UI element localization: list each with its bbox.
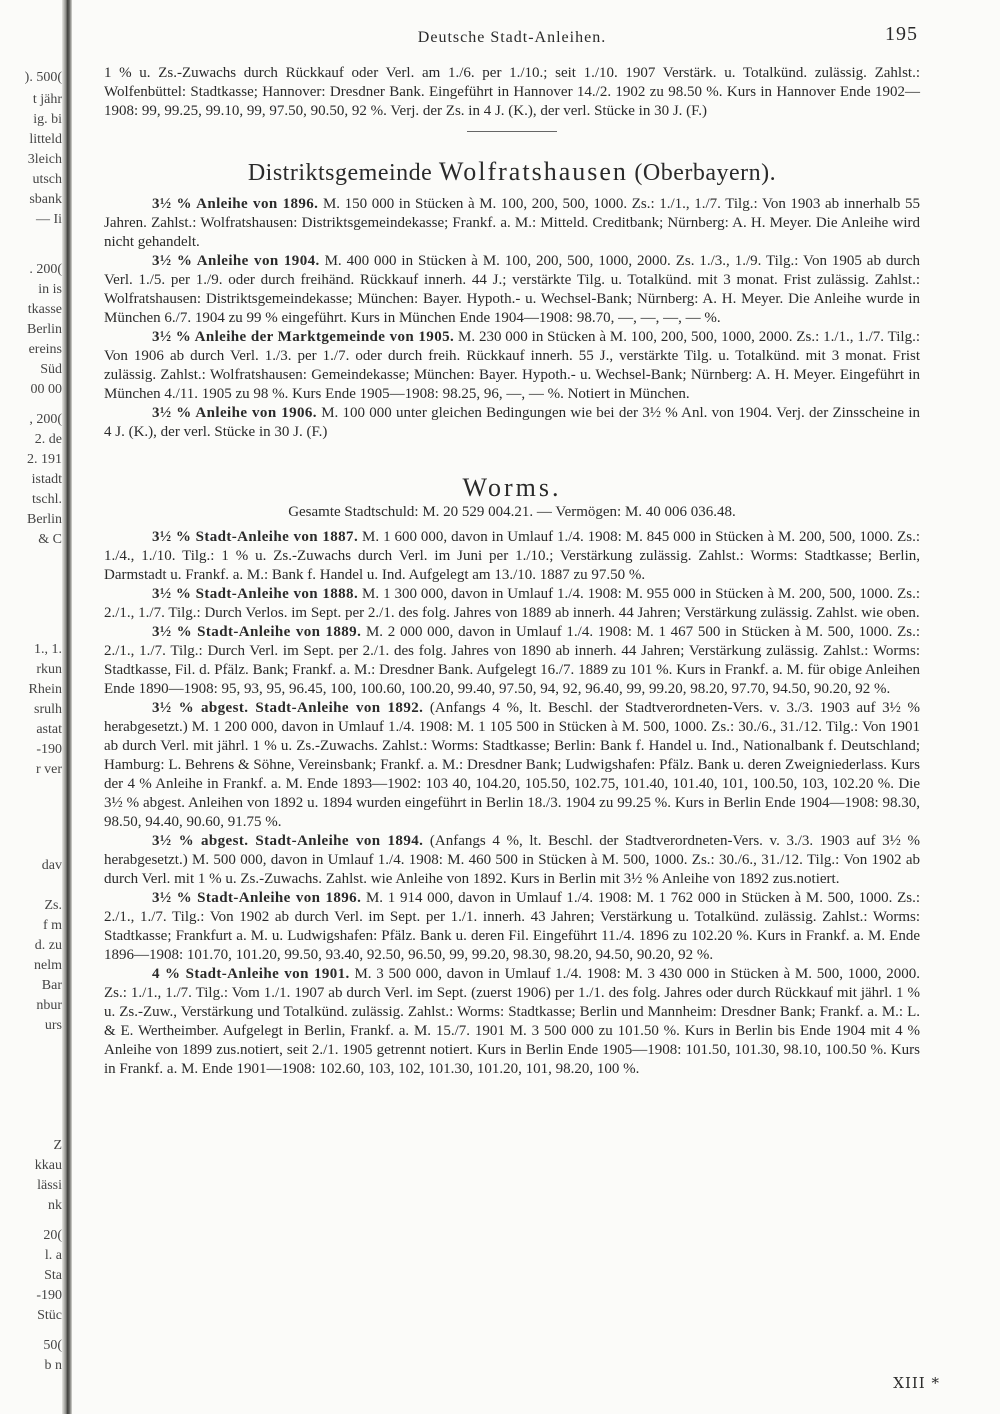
gutter-text-fragment: istadt (31, 472, 62, 487)
gutter-text-fragment: sbank (29, 192, 62, 207)
page-number: 195 (885, 23, 918, 45)
gutter-text-fragment: Sta (44, 1268, 62, 1283)
bond-text: M. 1 300 000, davon in Umlauf 1./4. 1908: M. 955 000 in Stücken à M. 200, 500, 1000. Zs.: 2./1., 1./7. Tilg.: Durch Verlos. im Sept. per 2./1. des folg. Jahres von 1889 ab innerh. 44 Jahren; Verstärkung zulässig. Zahlst. wie oben. (104, 586, 921, 621)
section-divider (467, 131, 557, 132)
bond-text: (Anfangs 4 %, lt. Beschl. der Stadtverordneten-Vers. v. 3./3. 1903 auf 3½ % herabgesetzt.) M. 1 200 000, davon in Umlauf 1./4. 1908: M. 1 105 500 in Stücken à M. 500, 1000. Zs.: 30./6., 31./12. Tilg.: Von 1901 ab durch Verl. mit jährl. 1 % u. Zs.-Zuwachs. Zahlst.: Worms: Stadtkasse; Berlin: Bank f. Handel u. Ind., Nationalbank f. Deutschland; Hamburg: L. Behrens & Söhne, Vereinsbank; Frankf. a. M.: Dresdner Bank; Ludwigshafen: Pfälz. Bank u. deren Zweigniederlass. Kurs der 4 % Anleihe in Frankf. a. M. Ende 1893—1902: 103 40, 104.20, 105.50, 102.75, 101.40, 101.40, 101, 100.50, 103, 102.20 %. Die 3½ % abgest. Anleihen von 1892 u. 1894 wurden eingeführt in Berlin 18./3. 1904 zu 99.25 %. Kurs in Berlin Ende 1904—1908: 98.30, 98.50, 94.40, 90.60, 91.75 %. (104, 700, 920, 830)
gutter-text-fragment: Zs. (44, 898, 62, 913)
running-head: Deutsche Stadt-Anleihen. (417, 29, 607, 46)
gutter-text-fragment: kkau (34, 1158, 62, 1173)
bond-entry (104, 404, 920, 442)
adjacent-page-fragment (0, 0, 70, 1414)
bond-entry (104, 889, 920, 965)
gutter-text-fragment: rkun (36, 662, 62, 677)
gutter-text-fragment: urs (44, 1018, 62, 1033)
gutter-text-fragment: utsch (32, 172, 62, 187)
bond-title: 4 % Stadt-Anleihe von 1901. (152, 966, 350, 982)
bond-entry (104, 328, 920, 404)
gutter-text-fragment: Berlin (27, 322, 62, 337)
gutter-text-fragment: Rhein (28, 682, 62, 697)
bond-title: 3½ % Stadt-Anleihe von 1896. (152, 890, 362, 906)
bond-title: 3½ % abgest. Stadt-Anleihe von 1892. (152, 700, 424, 716)
gutter-text-fragment: l. a (44, 1248, 62, 1263)
bond-text: M. 3 500 000, davon in Umlauf 1./4. 1908: M. 3 430 000 in Stücken à M. 500, 1000, 2000. Zs.: 1./1., 1./7. Tilg.: Vom 1./1. 1907 ab durch Verl. im Sept. (zuerst 1906) per 1./1. des folg. Jahres oder durch Rückkauf mit jährl. 1 % u. Zs.-Zuw., Verstärkung und Totalkünd. zulässig. Zahlst.: Worms: Stadtkasse; Berlin und Mannheim: Dresdner Bank; Frankf. a. M.: L. & E. Wertheimber. Aufgelegt in Berlin, Frankf. a. M. 15./7. 1901 M. 3 500 000 zu 101.50 %. Kurs in Berlin bis Ende 1904 mit 4 % Anleihe von 1899 zus.notiert, seit 2./1. 1905 getrennt notiert. Kurs in Berlin Ende 1905—1908: 101.50, 101.30, 98.10, 100.50 %. Kurs in Frankf. a. M. Ende 1901—1908: 102.60, 103, 102, 101.30, 101.20, 101, 98.20, 100 %. (104, 966, 921, 1077)
bond-text: M. 400 000 in Stücken à M. 100, 200, 500, 1000, 2000. Zs. 1./3., 1./9. Tilg.: Von 1905 ab durch Verl. 1./5. per 1./9. oder durch freihänd. Rückkauf innerh. 44 J.; verstärkte Tilg. u. Totalkünd. mit 3 monat. Frist zulässig. Zahlst.: Wolfratshausen: Distriktsgemeindekasse; München: Bayer. Hypoth.- u. Wechsel-Bank; Nürnberg: A. H. Meyer. Die Anleihe wurde in München 6./7. 1904 zu 99 % eingeführt. Kurs in München Ende 1904—1908: 98.70, —, —, —, — %. (104, 253, 921, 326)
bond-entry (104, 195, 920, 252)
bond-text: M. 1 914 000, davon in Umlauf 1./4. 1908: M. 1 762 000 in Stücken à M. 500, 1000. Zs.: 2./1., 1./7. Tilg.: Von 1902 ab durch Verl. im Sept. per 1./1. innerh. 43 Jahren; Verstärkung u. Totalkünd. zulässig. Zahlst.: Worms: Stadtkasse; Frankfurt a. M. u. Ludwigshafen: Pfälz. Bank u. deren Fil. Eingeführt 11./4. 1896 zu 102.20 %. Kurs in Frankf. a. M. Ende 1896—1908: 101.70, 101.20, 99.50, 93.40, 92.50, 96.50, 99, 99.20, 98.30, 98.20, 94.50, 90.20, 92 %. (104, 890, 921, 963)
bond-entry (104, 585, 920, 623)
bond-title: 3½ % Anleihe von 1904. (152, 253, 320, 269)
gutter-text-fragment: 50( (43, 1338, 62, 1353)
gutter-text-fragment: Bar (41, 978, 62, 993)
bond-title: 3½ % Anleihe von 1906. (152, 405, 317, 421)
bond-entry (104, 623, 920, 699)
section-heading-worms: Worms. (462, 473, 562, 502)
book-spine-shadow (62, 0, 72, 1414)
gutter-text-fragment: nbur (36, 998, 62, 1013)
heading-suffix: (Oberbayern). (634, 160, 777, 186)
gutter-text-fragment: ). 500( (24, 70, 62, 85)
gutter-text-fragment: ereins (28, 342, 62, 357)
gutter-text-fragment: in is (38, 282, 62, 297)
gutter-text-fragment: tkasse (27, 302, 62, 317)
gutter-text-fragment: dav (41, 858, 62, 873)
gutter-text-fragment: Süd (40, 362, 62, 377)
gutter-text-fragment: litteld (29, 132, 62, 147)
gutter-text-fragment: nk (48, 1198, 62, 1213)
section-heading-wolfratshausen (104, 157, 920, 186)
gutter-text-fragment: tschl. (32, 492, 62, 507)
gutter-text-fragment: astat (36, 722, 62, 737)
heading-prefix: Distriktsgemeinde (247, 160, 433, 186)
bond-text: M. 1 600 000, davon in Umlauf 1./4. 1908: M. 845 000 in Stücken à M. 200, 500, 1000. Zs.: 1./4., 1./10. Tilg.: 1 % u. Zs.-Zuwachs durch Verl. im Juni per 1./10.; Verstärkung zulässig. Zahlst.: Worms: Stadtkasse; Berlin, Darmstadt u. Frankf. a. M.: Bank f. Handel u. Ind. Aufgelegt am 13./10. 1887 zu 97.50 %. (104, 529, 921, 583)
page-header (104, 23, 920, 58)
bond-title: 3½ % Stadt-Anleihe von 1888. (152, 586, 359, 602)
gutter-text-fragment: b n (44, 1358, 62, 1373)
gutter-text-fragment: 3leich (27, 152, 62, 167)
bond-text: (Anfangs 4 %, lt. Beschl. der Stadtverordneten-Vers. v. 3./3. 1903 auf 3½ % herabgesetzt.) M. 500 000, davon in Umlauf 1./4. 1908: M. 460 500 in Stücken à M. 500, 1000. Zs.: 30./6., 31./12. Tilg.: Von 1902 ab durch Verl. mit 1 % u. Zs.-Zuwachs. Zahlst. wie Anleihe von 1892. Kurs in Berlin mit 3½ % Anleihe von 1892 zus.notiert. (104, 833, 920, 887)
gutter-text-fragment: nelm (34, 958, 62, 973)
gutter-text-fragment: -190 (36, 1288, 62, 1303)
bond-entry (104, 252, 920, 328)
bond-entry (104, 699, 920, 832)
gutter-text-fragment: srulh (34, 702, 62, 717)
gutter-text-fragment: t jähr (32, 92, 62, 107)
gutter-text-fragment: ig. bi (33, 112, 62, 127)
gutter-text-fragment: lässi (37, 1178, 62, 1193)
bond-title: 3½ % Stadt-Anleihe von 1887. (152, 529, 359, 545)
book-page (104, 0, 920, 1079)
gutter-text-fragment: f m (42, 918, 62, 933)
gutter-text-fragment: 2. de (34, 432, 62, 447)
bond-text: M. 150 000 in Stücken à M. 100, 200, 500, 1000. Zs.: 1./1., 1./7. Tilg.: Von 1903 ab innerhalb 55 Jahren. Zahlst.: Wolfratshausen: Distriktsgemeindekasse; Frankf. a. M.: Mitteld. Creditbank; Nürnberg: A. H. Meyer. Die Anleihe wird nicht gehandelt. (104, 196, 920, 250)
gutter-text-fragment: , 200( (29, 412, 62, 427)
wolfratshausen-entries (104, 195, 920, 442)
worms-summary: Gesamte Stadtschuld: M. 20 529 004.21. — Vermögen: M. 40 006 036.48. (288, 504, 736, 520)
signature-mark: XIII * (893, 1374, 940, 1392)
bond-entry (104, 832, 920, 889)
gutter-text-fragment: & C (38, 532, 62, 547)
bond-entry (104, 965, 920, 1079)
gutter-text-fragment: 1., 1. (34, 642, 62, 657)
gutter-text-fragment: Berlin (27, 512, 62, 527)
intro-paragraph: 1 % u. Zs.-Zuwachs durch Rückkauf oder Verl. am 1./6. per 1./10.; seit 1./10. 1907 Verstärk. u. Totalkünd. zulässig. Zahlst.: Wolfenbüttel: Stadtkasse; Hannover: Dresdner Bank. Eingeführt in Hannover 14./2. 1902 zu 98.50 %. Kurs in Hannover Ende 1902—1908: 99, 99.25, 99.10, 99, 97.50, 90.50, 92 %. Verj. der Zs. in 4 J. (K.), der verl. Stücke in 30 J. (F.) (104, 65, 920, 119)
gutter-text-fragment: d. zu (34, 938, 62, 953)
bond-text: M. 230 000 in Stücken à M. 100, 200, 500, 1000, 2000. Zs.: 1./1., 1./7. Tilg.: Von 1906 ab durch Verl. 1./3. per 1./7. oder durch freih. Rückkauf innerh. 55 J., verstärkte Tilg. u. Totalkünd. mit 3 monat. Frist zulässig. Zahlst.: Wolfratshausen: Gemeindekasse; München: Bayer. Hypoth.- u. Wechsel-Bank; Nürnberg: A. H. Meyer. Eingeführt in München 4./11. 1905 zu 98 %. Kurs Ende 1905—1908: 98.25, 96, —, — %. Notiert in München. (104, 329, 920, 402)
gutter-text-fragment: 00 00 (30, 382, 62, 397)
gutter-text-fragment: Z (53, 1138, 62, 1153)
bond-text: M. 2 000 000, davon in Umlauf 1./4. 1908: M. 1 467 500 in Stücken à M. 500, 1000. Zs.: 2./1., 1./7. Tilg.: Durch Verl. im Sept. per 2./1. des folg. Jahres von 1890 ab innerh. 44 Jahren; Verstärkung zulässig. Zahlst.: Worms: Stadtkasse, Fil. d. Pfälz. Bank; Frankf. a. M.: Dresdner Bank. Aufgelegt 16./7. 1889 zu 101 %. Kurs in Frankf. a. M. für obige Anleihen Ende 1890—1908: 95, 93, 95, 96.45, 100, 100.60, 100.20, 99.40, 97.50, 94, 92, 96.40, 99, 99.20, 98.20, 97.70, 94.50, 90.20, 92 %. (104, 624, 921, 697)
bond-title: 3½ % Anleihe von 1896. (152, 196, 319, 212)
gutter-text-fragment: -190 (36, 742, 62, 757)
bond-title: 3½ % abgest. Stadt-Anleihe von 1894. (152, 833, 424, 849)
heading-name: Wolfratshausen (438, 157, 628, 186)
bond-title: 3½ % Anleihe der Marktgemeinde von 1905. (152, 329, 455, 345)
bond-entry (104, 528, 920, 585)
worms-entries (104, 528, 920, 1079)
gutter-text-fragment: . 200( (29, 262, 62, 277)
gutter-text-fragment: Stüc (37, 1308, 62, 1323)
bond-title: 3½ % Stadt-Anleihe von 1889. (152, 624, 362, 640)
bond-text: M. 100 000 unter gleichen Bedingungen wie bei der 3½ % Anl. von 1904. Verj. der Zinsscheine in 4 J. (K.), der verl. Stücke in 30 J. (F.) (104, 405, 921, 440)
gutter-text-fragment: — Ii (35, 212, 62, 227)
gutter-text-fragment: r ver (35, 762, 62, 777)
gutter-text-fragment: 20( (43, 1228, 62, 1243)
gutter-text-fragment: 2. 191 (27, 452, 62, 467)
